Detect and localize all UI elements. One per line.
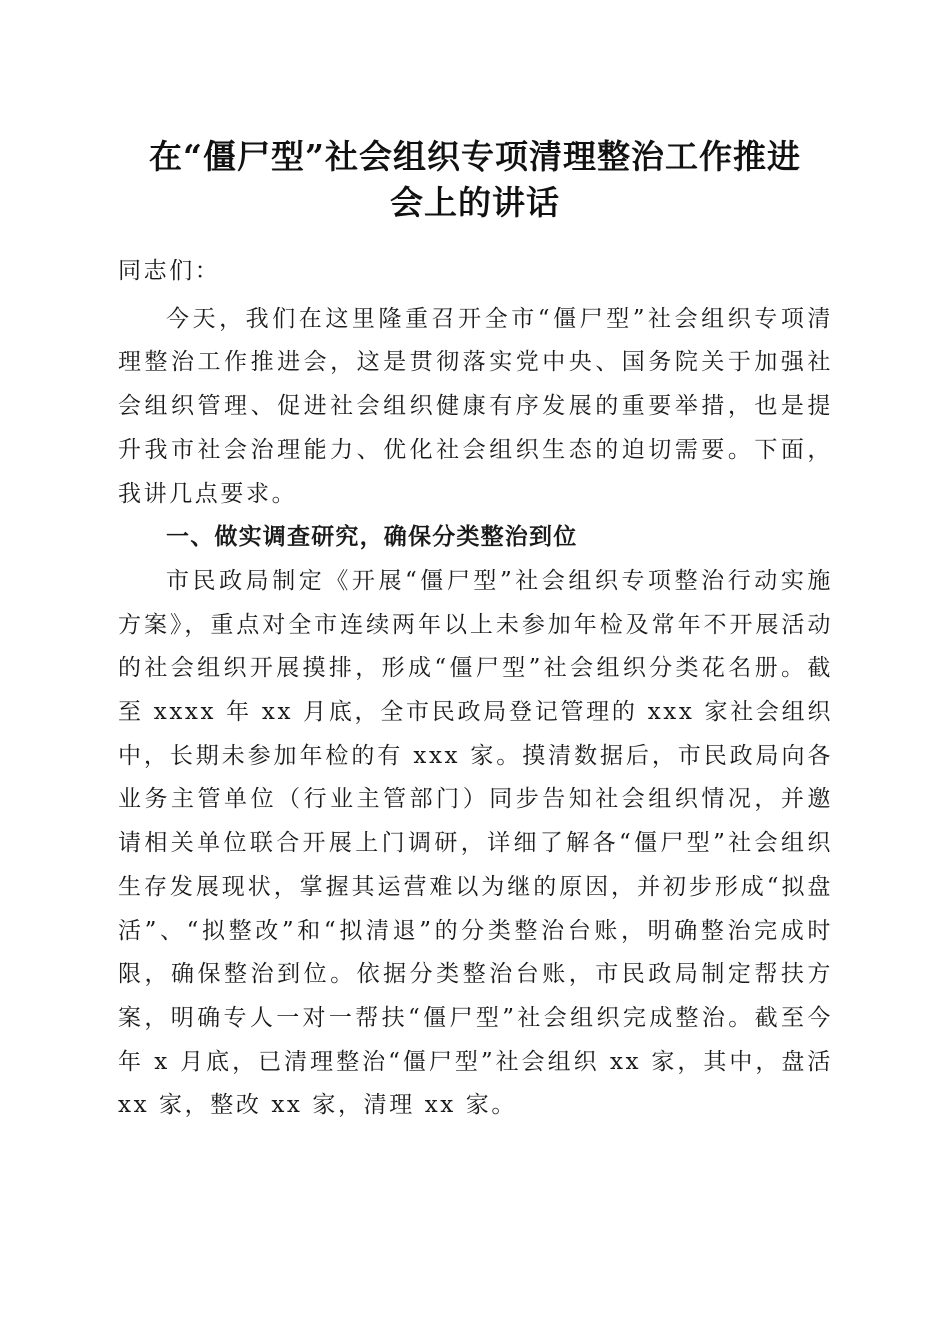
document-title bbox=[100, 134, 850, 226]
section-heading-1: 一、做实调查研究，确保分类整治到位 bbox=[166, 524, 578, 551]
title-line-2: 会上的讲话 bbox=[390, 183, 560, 222]
greeting: 同志们： bbox=[118, 258, 221, 284]
document-body bbox=[118, 250, 833, 1128]
section-1-paragraph: 市民政局制定《开展“僵尸型”社会组织专项整治行动实施方案》，重点对全市连续两年以上未参加年检及常年不开展活动的社会组织开展摸排，形成“僵尸型”社会组织分类花名册。截至 xxxx 年 xx 月底，全市民政局登记管理的 xxx 家社会组织中，长期未参加年检的有 xxx 家。摸清数据后，市民政局向各业务主管单位（行业主管部门）同步告知社会组织情况，并邀请相关单位联合开展上门调研，详细了解各“僵尸型”社会组织生存发展现状，掌握其运营难以为继的原因，并初步形成“拟盘活”、“拟整改”和“拟清退”的分类整治台账，明确整治完成时限，确保整治到位。依据分类整治台账，市民政局制定帮扶方案，明确专人一对一帮扶“僵尸型”社会组织完成整治。截至今年 x 月底，已清理整治“僵尸型”社会组织 xx 家，其中，盘活 xx 家，整改 xx 家，清理 xx 家。 bbox=[118, 567, 833, 1119]
title-line-1: 在“僵尸型”社会组织专项清理整治工作推进 bbox=[149, 137, 801, 176]
intro-paragraph: 今天，我们在这里隆重召开全市“僵尸型”社会组织专项清理整治工作推进会，这是贯彻落实党中央、国务院关于加强社会组织管理、促进社会组织健康有序发展的重要举措，也是提升我市社会治理能力、优化社会组织生态的迫切需要。下面，我讲几点要求。 bbox=[118, 305, 833, 507]
